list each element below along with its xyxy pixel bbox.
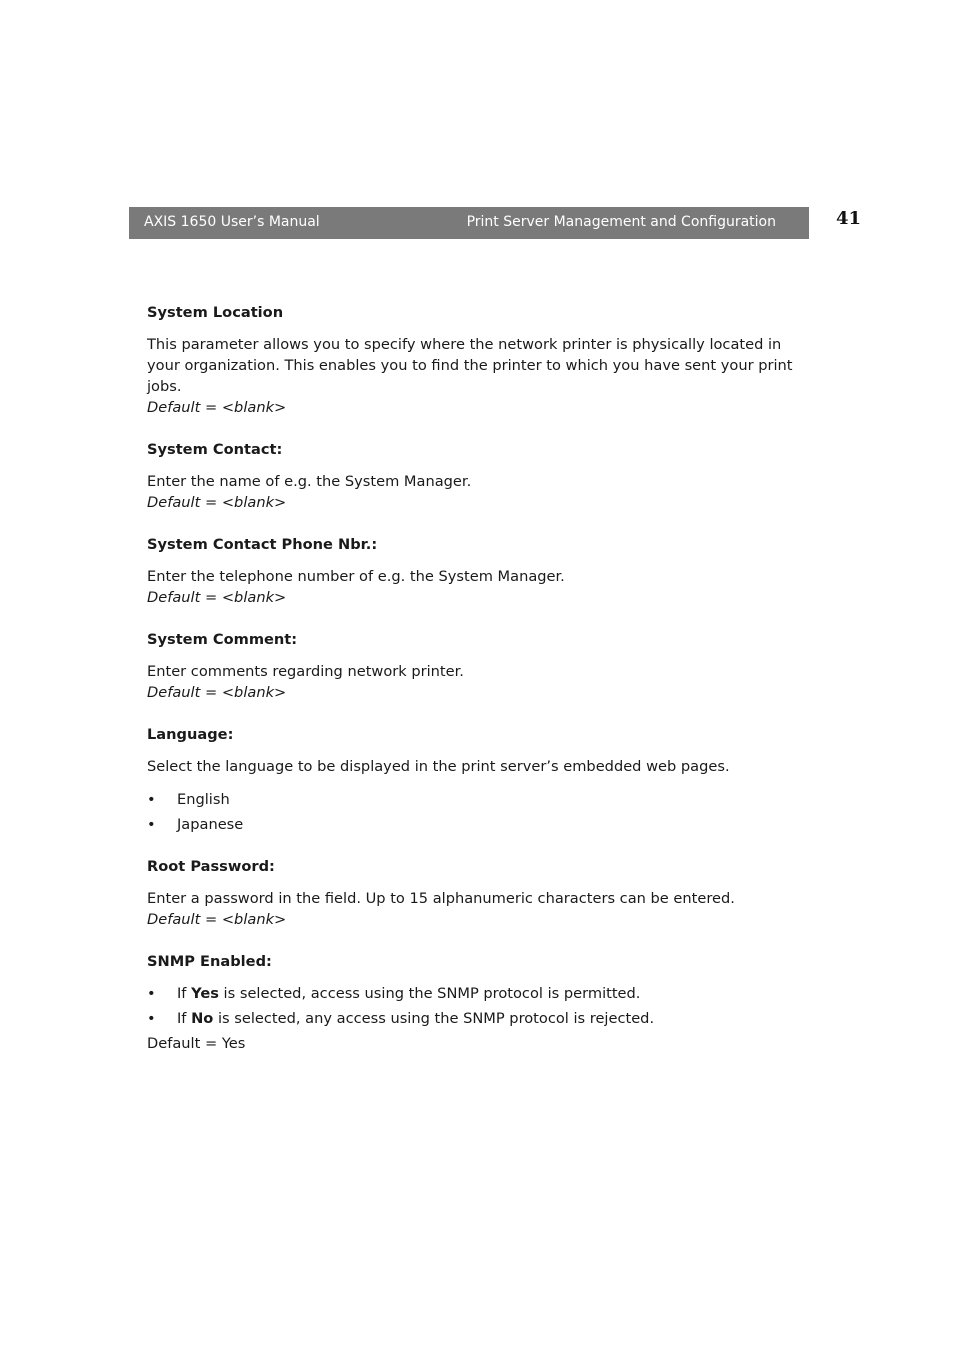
language-option: English <box>177 791 230 808</box>
bullet-icon: • <box>147 791 156 808</box>
default-value: Default = <blank> <box>147 494 287 511</box>
section-system-contact <box>147 439 807 513</box>
section-heading: Root Password: <box>147 858 275 875</box>
section-snmp-enabled <box>147 951 807 1054</box>
bullet-icon: • <box>147 816 156 833</box>
section-description: Select the language to be displayed in the print server’s embedded web pages. <box>147 758 730 775</box>
manual-title: AXIS 1650 User’s Manual <box>144 214 320 230</box>
section-description: This parameter allows you to specify where the network printer is physically located in your organization. This enables you to find the printer to which you have sent your print jobs. <box>147 336 793 395</box>
section-description: Enter a password in the field. Up to 15 alphanumeric characters can be entered. <box>147 890 735 907</box>
list-item <box>147 983 807 1004</box>
snmp-suffix: is selected, access using the SNMP protocol is permitted. <box>218 985 641 1002</box>
default-value: Default = <blank> <box>147 684 287 701</box>
section-heading: System Location <box>147 304 284 321</box>
section-system-location <box>147 302 807 418</box>
list-item <box>147 1008 807 1029</box>
snmp-prefix: If <box>177 1010 192 1027</box>
page-number: 41 <box>836 208 862 229</box>
section-description: Enter comments regarding network printer. <box>147 663 464 680</box>
section-root-password <box>147 856 807 930</box>
language-options-list <box>147 789 807 835</box>
list-item <box>147 814 807 835</box>
snmp-suffix: is selected, any access using the SNMP protocol is rejected. <box>213 1010 655 1027</box>
snmp-prefix: If <box>177 985 192 1002</box>
list-item <box>147 789 807 810</box>
chapter-title: Print Server Management and Configuration <box>466 214 776 230</box>
bullet-icon: • <box>147 1010 156 1027</box>
snmp-keyword: Yes <box>191 985 219 1002</box>
bullet-icon: • <box>147 985 156 1002</box>
default-value: Default = Yes <box>147 1035 246 1052</box>
section-heading: System Comment: <box>147 631 298 648</box>
language-option: Japanese <box>177 816 244 833</box>
section-system-contact-phone <box>147 534 807 608</box>
section-system-comment <box>147 629 807 703</box>
section-description: Enter the name of e.g. the System Manager. <box>147 473 472 490</box>
section-heading: System Contact: <box>147 441 283 458</box>
section-heading: Language: <box>147 726 234 743</box>
section-heading: SNMP Enabled: <box>147 953 272 970</box>
default-value: Default = <blank> <box>147 589 287 606</box>
snmp-keyword: No <box>191 1010 214 1027</box>
section-language <box>147 724 807 835</box>
snmp-options-list <box>147 983 807 1029</box>
section-description: Enter the telephone number of e.g. the System Manager. <box>147 568 565 585</box>
default-value: Default = <blank> <box>147 399 287 416</box>
section-heading: System Contact Phone Nbr.: <box>147 536 378 553</box>
page-content <box>147 302 807 1075</box>
default-value: Default = <blank> <box>147 911 287 928</box>
page-header-bar <box>129 207 809 239</box>
